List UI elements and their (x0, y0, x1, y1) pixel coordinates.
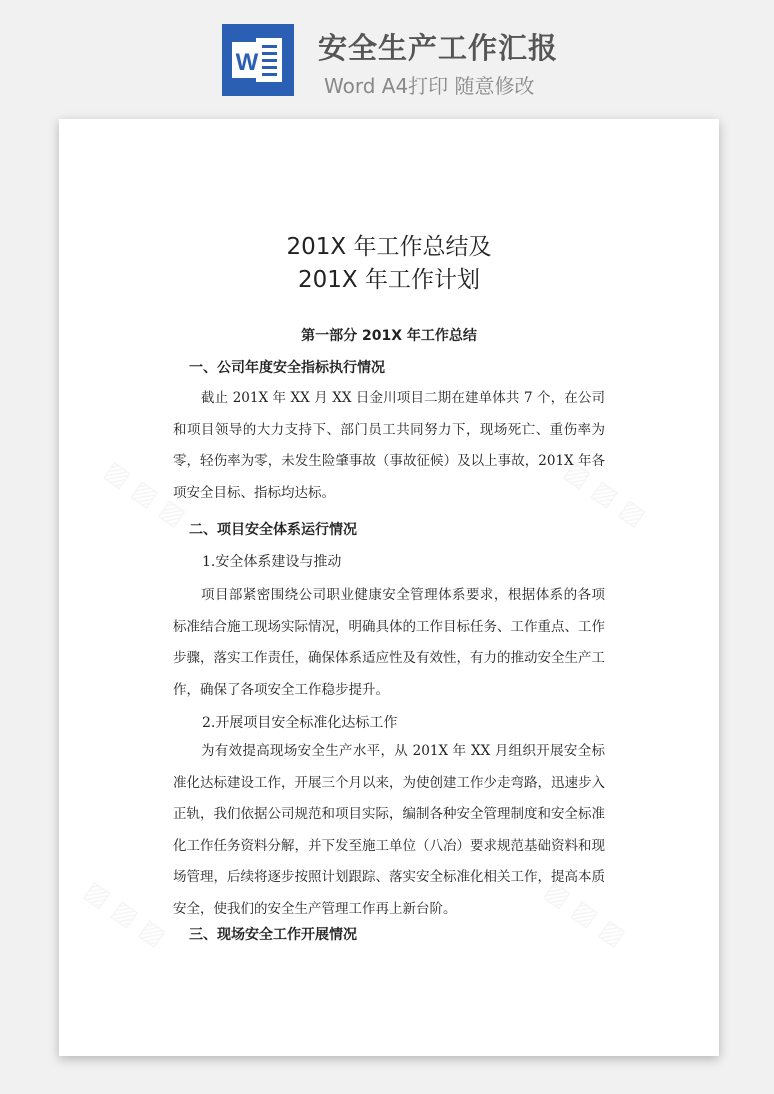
section-heading-2: 二、项目安全体系运行情况 (189, 522, 357, 538)
document-title-line2: 201X 年工作计划 (298, 267, 480, 293)
header-banner (0, 0, 774, 110)
banner-subtitle: Word A4打印 随意修改 (324, 74, 535, 98)
word-doc-icon (222, 24, 294, 96)
document-page (59, 119, 719, 1056)
subsection-heading-1: 1.安全体系建设与推动 (202, 554, 342, 570)
subsection-paragraph-1: 项目部紧密围绕公司职业健康安全管理体系要求，根据体系的各项标准结合施工现场实际情况，明确具体的工作目标任务、工作重点、工作步骤，落实工作责任，确保体系适应性及有效性，有力的推动安全生产工作，确保了各项安全工作稳步提升。 (173, 587, 605, 698)
part-heading: 第一部分 201X 年工作总结 (301, 328, 477, 344)
subsection-heading-2: 2.开展项目安全标准化达标工作 (202, 715, 398, 731)
banner-title: 安全生产工作汇报 (318, 31, 559, 65)
word-icon-letter: W (235, 49, 259, 76)
document-title-line1: 201X 年工作总结及 (286, 234, 492, 260)
section-paragraph-1: 截止 201X 年 XX 月 XX 日金川项目二期在建单体共 7 个，在公司和项目领导的大力支持下、部门员工共同努力下，现场死亡、重伤率为零，轻伤率为零，未发生险肇事故（事故征候）及以上事故，201X 年各项安全目标、指标均达标。 (173, 390, 605, 501)
watermark: ▨ ▨ ▨ (558, 455, 652, 533)
section-heading-3: 三、现场安全工作开展情况 (189, 927, 357, 943)
watermark: ▨ ▨ ▨ (538, 875, 632, 953)
section-heading-1: 一、公司年度安全指标执行情况 (189, 360, 385, 376)
watermark: ▨ ▨ ▨ (98, 455, 192, 533)
subsection-paragraph-2: 为有效提高现场安全生产水平，从 201X 年 XX 月组织开展安全标准化达标建设工作，开展三个月以来，为使创建工作少走弯路，迅速步入正轨，我们依据公司规范和项目实际，编制各种安全管理制度和安全标准化工作任务资料分解，并下发至施工单位（八冶）要求规范基础资料和现场管理，后续将逐步按照计划跟踪、落实安全标准化相关工作，提高本质安全，使我们的安全生产管理工作再上新台阶。 (173, 743, 605, 917)
watermark: ▨ ▨ ▨ (78, 875, 172, 953)
